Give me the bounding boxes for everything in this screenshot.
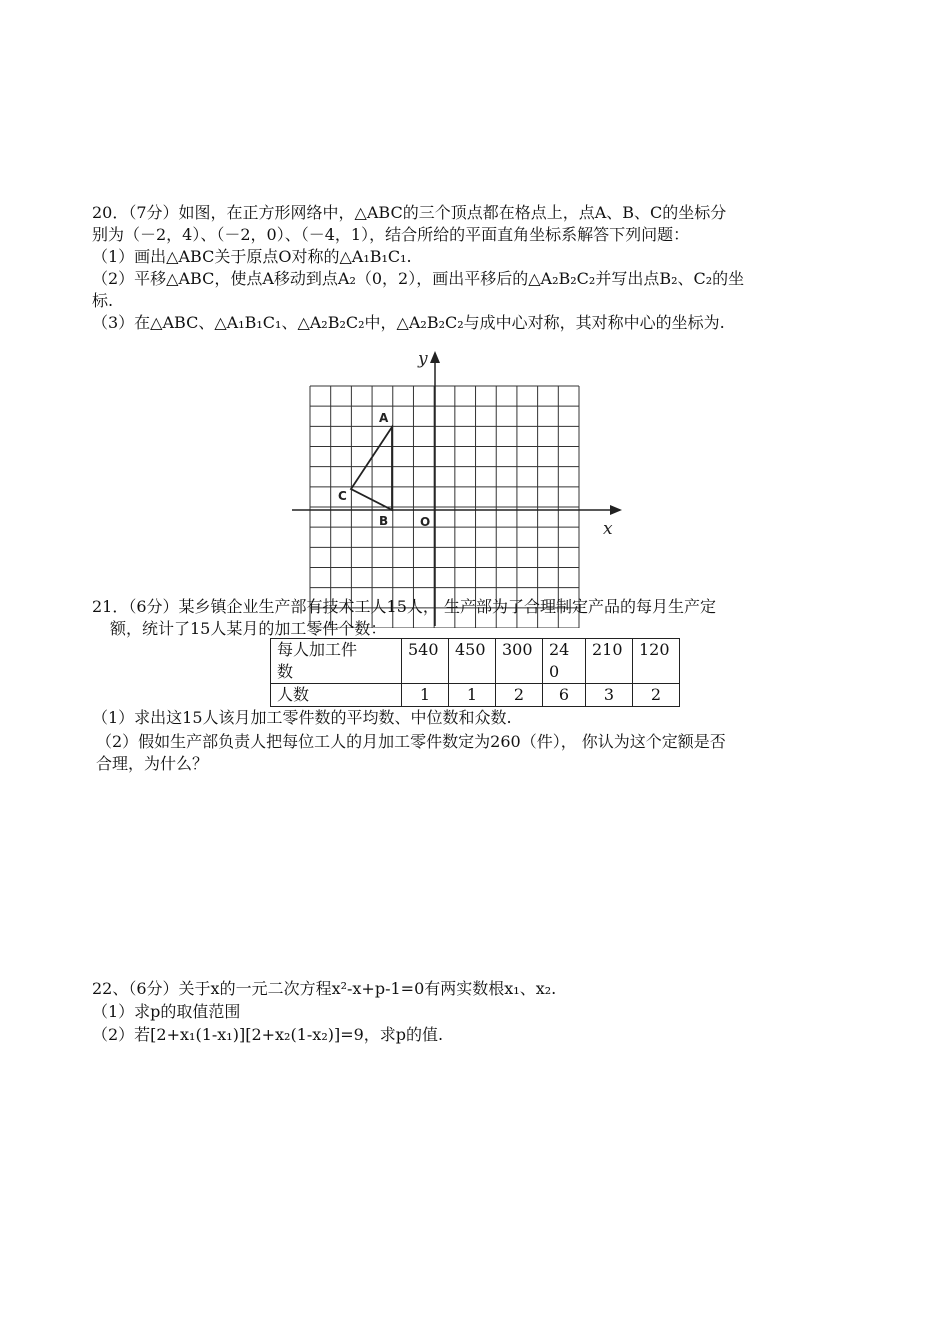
value-cell: 210: [586, 639, 633, 684]
point-a-label: A: [379, 411, 389, 425]
point-c-label: C: [338, 489, 347, 503]
count-cell: 2: [496, 684, 543, 707]
q21-part-2-line-1: （2）假如生产部负责人把每位工人的月加工零件数定为260（件）， 你认为这个定额是否: [96, 732, 726, 751]
q22-part-2: （2）若[2+x₁(1-x₁)][2+x₂(1-x₂)]=9，求p的值.: [92, 1025, 444, 1044]
header-line-1: 每人加工件: [277, 640, 358, 659]
x-axis-arrow: [610, 505, 622, 515]
q20-line-1: 20．（7分）如图，在正方形网络中，△ABC的三个顶点都在格点上，点A、B、C的坐标分: [92, 203, 727, 222]
q21-part-2-line-2: 合理，为什么？: [96, 754, 209, 773]
q21-line-1: 21．（6分）某乡镇企业生产部有技术工人15人， 生产部为了合理制定产品的每月生产定: [92, 597, 716, 616]
q20-line-3: （1）画出△ABC关于原点O对称的△A₁B₁C₁.: [92, 247, 412, 266]
count-cell: 2: [633, 684, 680, 707]
value-cell-part-2: 0: [549, 662, 560, 681]
q20-line-6: （3）在△ABC、△A₁B₁C₁、△A₂B₂C₂中，△A₂B₂C₂与成中心对称，其对称中心的坐标为.: [92, 313, 725, 332]
count-cell: 1: [402, 684, 449, 707]
q21-line-2: 额，统计了15人某月的加工零件个数：: [110, 619, 387, 638]
value-cell: [543, 639, 586, 684]
value-cell: 540: [402, 639, 449, 684]
table-row: [271, 639, 680, 684]
table-header-cell: [271, 639, 402, 684]
parts-count-table: [270, 638, 680, 707]
value-cell: 120: [633, 639, 680, 684]
q20-line-5: 标.: [92, 291, 114, 310]
q20-line-4: （2）平移△ABC，使点A移动到点A₂（0，2），画出平移后的△A₂B₂C₂并写出点B₂、C₂的坐: [92, 269, 745, 288]
value-cell: 450: [449, 639, 496, 684]
table-header-cell: 人数: [271, 684, 402, 707]
q20-line-2: 别为（－2，4）、（－2，0）、（－4，1），结合所给的平面直角坐标系解答下列问题：: [92, 225, 690, 244]
count-cell: 6: [543, 684, 586, 707]
origin-label: O: [420, 515, 431, 529]
y-axis-arrow: [430, 351, 440, 363]
value-cell: 300: [496, 639, 543, 684]
count-cell: 1: [449, 684, 496, 707]
count-cell: 3: [586, 684, 633, 707]
point-b-label: B: [379, 514, 389, 528]
q21-part-1: （1）求出这15人该月加工零件数的平均数、中位数和众数.: [92, 708, 512, 727]
q22-line-1: 22、（6分）关于x的一元二次方程x²-x+p-1=0有两实数根x₁、x₂.: [92, 979, 557, 998]
header-line-2: 数: [277, 662, 294, 681]
coordinate-grid-figure: [290, 348, 625, 628]
value-cell-part-1: 24: [549, 640, 570, 659]
coordinate-grid-svg: [290, 348, 625, 628]
grid-lines: [310, 386, 579, 628]
q22-part-1: （1）求p的取值范围: [92, 1002, 241, 1021]
table-row: [271, 684, 680, 707]
triangle-abc: [351, 427, 392, 510]
x-axis-label: x: [603, 519, 613, 539]
y-axis-label: y: [418, 349, 428, 369]
